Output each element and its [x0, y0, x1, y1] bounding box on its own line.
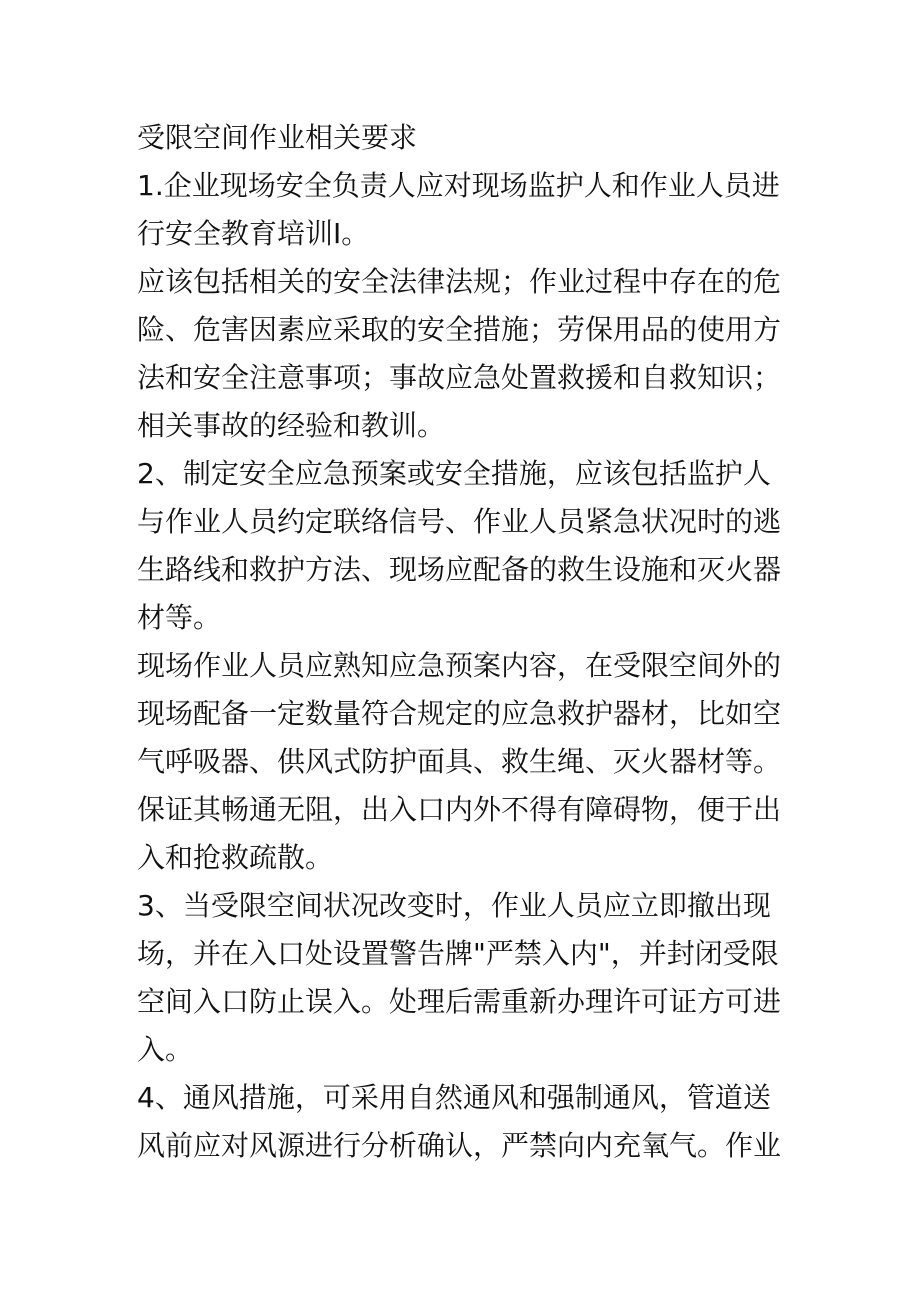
text-line: 1.企业现场安全负责人应对现场监护人和作业人员进 — [137, 169, 780, 202]
document-body — [137, 114, 797, 1170]
text-line: 保证其畅通无阻，出入口内外不得有障碍物，便于出 — [137, 793, 782, 826]
text-line: 场，并在入口处设置警告牌"严禁入内"，并封闭受限 — [137, 937, 779, 970]
text-line: 3、当受限空间状况改变时，作业人员应立即撤出现 — [137, 889, 771, 922]
text-line: 风前应对风源进行分析确认，严禁向内充氧气。作业 — [137, 1129, 782, 1162]
text-line: 与作业人员约定联络信号、作业人员紧急状况时的逃 — [137, 505, 782, 538]
document-title: 受限空间作业相关要求 — [137, 121, 418, 154]
text-line: 生路线和救护方法、现场应配备的救生设施和灭火器 — [137, 553, 782, 586]
text-line: 行安全教育培训I。 — [137, 217, 370, 250]
text-line: 气呼吸器、供风式防护面具、救生绳、灭火器材等。 — [137, 745, 782, 778]
text-line: 法和安全注意事项；事故应急处置救援和自救知识； — [137, 361, 782, 394]
text-line: 应该包括相关的安全法律法规；作业过程中存在的危 — [137, 265, 782, 298]
text-line: 现场配备一定数量符合规定的应急救护器材，比如空 — [137, 697, 782, 730]
text-line: 入和抢救疏散。 — [137, 841, 334, 874]
text-line: 险、危害因素应采取的安全措施；劳保用品的使用方 — [137, 313, 782, 346]
text-line: 空间入口防止误入。处理后需重新办理许可证方可进 — [137, 985, 782, 1018]
text-line: 2、制定安全应急预案或安全措施，应该包括监护人 — [137, 457, 771, 490]
text-line: 现场作业人员应熟知应急预案内容，在受限空间外的 — [137, 649, 782, 682]
text-line: 4、通风措施，可采用自然通风和强制通风，管道送 — [137, 1081, 771, 1114]
text-line: 入。 — [137, 1033, 194, 1066]
text-line: 材等。 — [137, 601, 222, 634]
text-line: 相关事故的经验和教训。 — [137, 409, 446, 442]
